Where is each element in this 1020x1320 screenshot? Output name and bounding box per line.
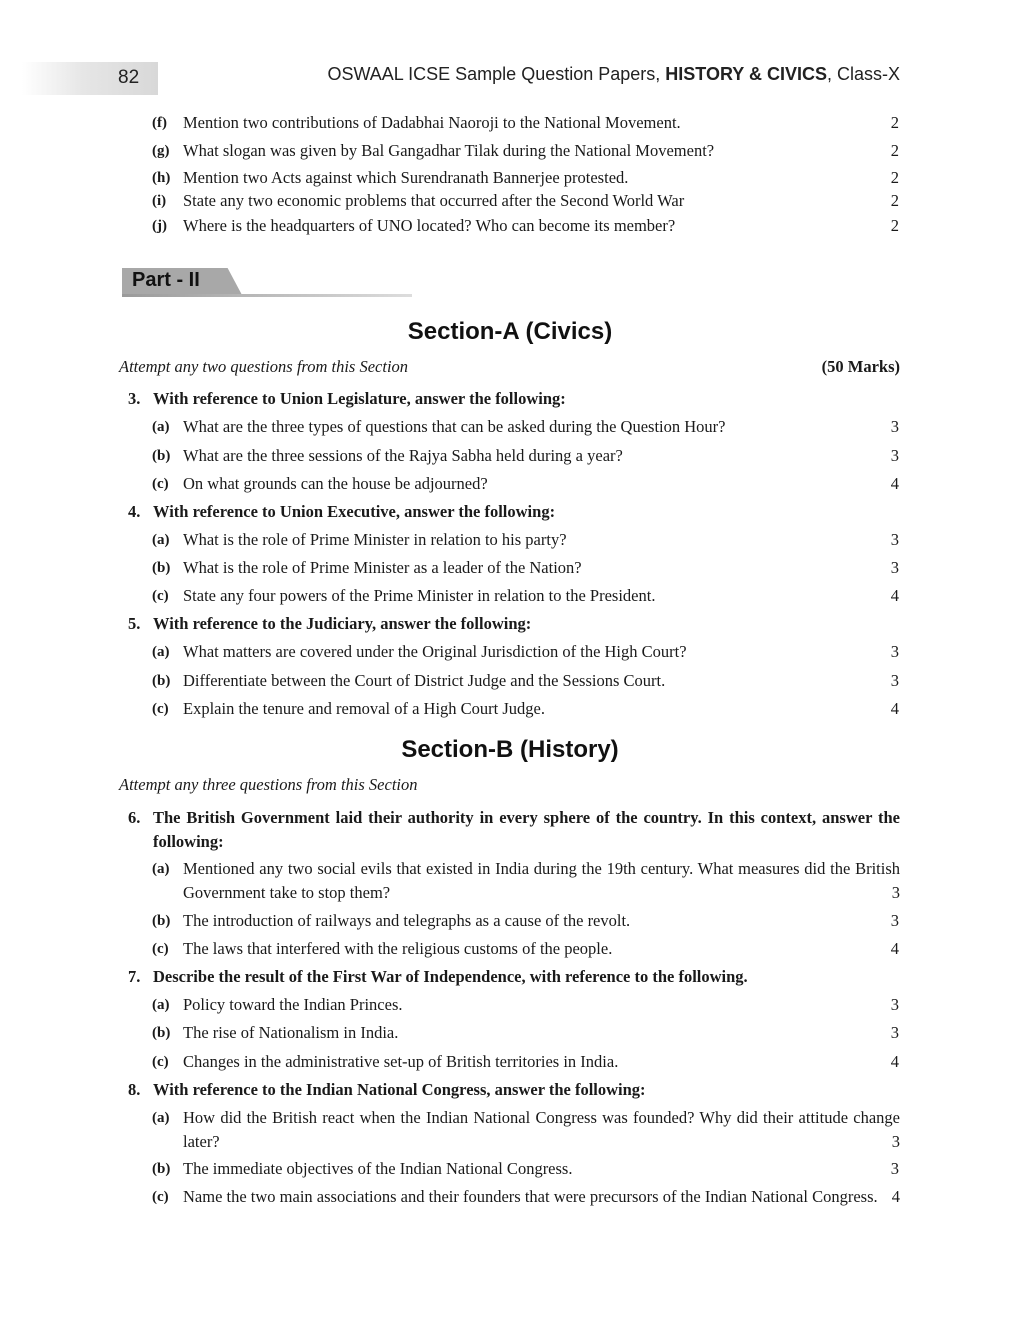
question-marks: 3: [890, 530, 899, 549]
question-marks: 4: [890, 699, 899, 718]
question-number: 8.: [128, 1080, 141, 1099]
part-divider: [122, 294, 412, 297]
question-marks: 2: [890, 216, 899, 235]
question-label: (i): [152, 193, 167, 209]
question-text: Differentiate between the Court of District Judge and the Sessions Court.: [183, 671, 666, 690]
question-text: The rise of Nationalism in India.: [183, 1023, 399, 1042]
question-label: (a): [152, 861, 170, 877]
question-heading: With reference to the Indian National Congress, answer the following:: [153, 1080, 646, 1099]
running-header: [327, 64, 900, 85]
question-text-wrap: [183, 857, 900, 905]
question-number: 7.: [128, 967, 141, 986]
section-a-instruction: Attempt any two questions from this Section: [119, 357, 409, 376]
question-text: Mentioned any two social evils that existed in India during the 19th century. What measures did the British Government take to stop them?: [183, 859, 900, 902]
question-heading: Describe the result of the First War of Independence, with reference to the following.: [153, 967, 748, 986]
question-label: (b): [152, 1161, 171, 1177]
question-text: The introduction of railways and telegraphs as a cause of the revolt.: [183, 911, 631, 930]
section-a-total-marks: (50 Marks): [821, 357, 900, 376]
question-marks: 3: [890, 417, 899, 436]
question-text: On what grounds can the house be adjourned?: [183, 474, 488, 493]
part-label: Part - II: [132, 269, 200, 291]
section-b-instruction: Attempt any three questions from this Section: [119, 775, 418, 794]
question-text: State any two economic problems that occurred after the Second World War: [183, 191, 685, 210]
question-marks: 3: [890, 671, 899, 690]
question-label: (b): [152, 448, 171, 464]
question-text: What are the three types of questions that can be asked during the Question Hour?: [183, 417, 726, 436]
question-number: 3.: [128, 389, 141, 408]
question-label: (c): [152, 588, 169, 604]
question-label: (h): [152, 170, 171, 186]
question-marks: 4: [890, 586, 899, 605]
question-text: Mention two contributions of Dadabhai Naoroji to the National Movement.: [183, 113, 681, 132]
question-label: (a): [152, 644, 170, 660]
question-marks: 3: [890, 558, 899, 577]
question-number: 5.: [128, 614, 141, 633]
sub-question: [0, 857, 1020, 905]
header-title-prefix: OSWAAL ICSE Sample Question Papers,: [327, 64, 666, 84]
header-title-subject: HISTORY & CIVICS: [665, 64, 827, 84]
question-label: (a): [152, 997, 170, 1013]
question-marks: 3: [890, 1023, 899, 1042]
section-a-title: Section-A (Civics): [407, 318, 613, 345]
question-label: (j): [152, 218, 167, 234]
question-heading: The British Government laid their authority in every sphere of the country. In this context, answer the following:: [153, 808, 900, 851]
sub-question: [0, 1185, 1020, 1233]
question-marks: 4: [890, 1052, 899, 1071]
question-text: Name the two main associations and their founders that were precursors of the Indian National Congress.: [183, 1187, 878, 1206]
question-marks: 3: [890, 995, 899, 1014]
question-marks: 4: [890, 939, 899, 958]
question-marks: 4: [890, 474, 899, 493]
question-label: (a): [152, 419, 170, 435]
question-heading: With reference to Union Executive, answer the following:: [153, 502, 556, 521]
question-text: Changes in the administrative set-up of British territories in India.: [183, 1052, 619, 1071]
question-label: (b): [152, 560, 171, 576]
question-marks: 3: [891, 883, 900, 902]
question-label: (c): [152, 1054, 169, 1070]
page-number: 82: [118, 67, 140, 88]
question-text: What slogan was given by Bal Gangadhar Tilak during the National Movement?: [183, 141, 715, 160]
question-text: What is the role of Prime Minister in relation to his party?: [183, 530, 567, 549]
question-label: (f): [152, 115, 167, 131]
question-marks: 2: [890, 168, 899, 187]
question-heading: With reference to Union Legislature, answer the following:: [153, 389, 566, 408]
question-marks: 3: [890, 642, 899, 661]
question-marks: 2: [890, 113, 899, 132]
question-text: Explain the tenure and removal of a High Court Judge.: [183, 699, 545, 718]
question-6: [0, 806, 1020, 854]
question-marks: 2: [890, 141, 899, 160]
question-label: (b): [152, 913, 171, 929]
question-label: (a): [152, 1110, 170, 1126]
question-label: (c): [152, 701, 169, 717]
header-title-suffix: , Class-X: [826, 64, 900, 84]
question-number: 6.: [128, 808, 141, 827]
question-text: Where is the headquarters of UNO located? Who can become its member?: [183, 216, 676, 235]
question-text: The immediate objectives of the Indian National Congress.: [183, 1159, 573, 1178]
question-text: How did the British react when the Indian National Congress was founded? Why did their attitude change later?: [183, 1108, 900, 1151]
question-marks: 3: [890, 1159, 899, 1178]
question-marks: 3: [890, 446, 899, 465]
question-label: (c): [152, 476, 169, 492]
question-marks: 2: [890, 191, 899, 210]
question-label: (a): [152, 532, 170, 548]
question-text-wrap: [183, 1185, 900, 1209]
question-text: Mention two Acts against which Surendranath Bannerjee protested.: [183, 168, 629, 187]
question-text: The laws that interfered with the religious customs of the people.: [183, 939, 613, 958]
question-marks: 3: [891, 1132, 900, 1151]
question-marks: 3: [890, 911, 899, 930]
question-text: What matters are covered under the Original Jurisdiction of the High Court?: [183, 642, 687, 661]
question-text: State any four powers of the Prime Minister in relation to the President.: [183, 586, 656, 605]
section-b-title: Section-B (History): [401, 736, 619, 763]
question-heading: With reference to the Judiciary, answer the following:: [153, 614, 532, 633]
question-number: 4.: [128, 502, 141, 521]
question-text: What are the three sessions of the Rajya Sabha held during a year?: [183, 446, 623, 465]
question-text-wrap: [183, 1106, 900, 1154]
question-label: (b): [152, 1025, 171, 1041]
question-label: (g): [152, 143, 170, 159]
question-label: (b): [152, 673, 171, 689]
sub-question: [0, 1106, 1020, 1154]
question-text: What is the role of Prime Minister as a leader of the Nation?: [183, 558, 582, 577]
question-text: Policy toward the Indian Princes.: [183, 995, 403, 1014]
question-label: (c): [152, 1189, 169, 1205]
question-marks: 4: [891, 1187, 900, 1206]
question-label: (c): [152, 941, 169, 957]
